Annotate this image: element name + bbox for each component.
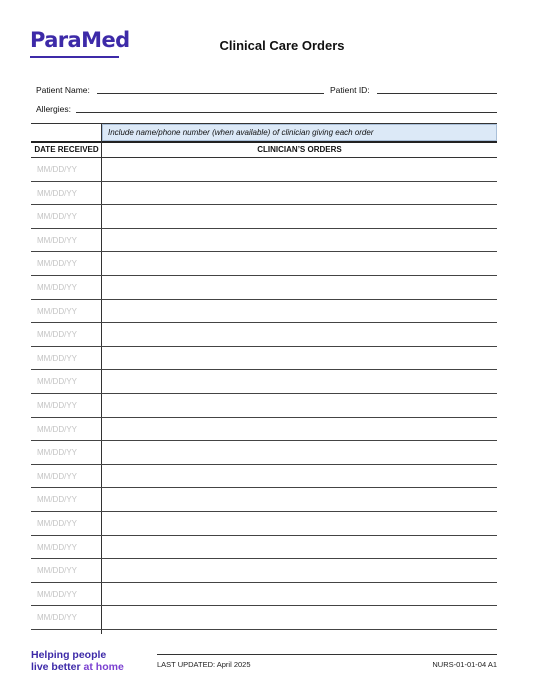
- last-updated: LAST UPDATED: April 2025: [157, 660, 251, 669]
- date-received-placeholder[interactable]: MM/DD/YY: [37, 613, 77, 623]
- date-received-placeholder[interactable]: MM/DD/YY: [37, 518, 77, 528]
- patient-name-label: Patient Name:: [36, 85, 90, 95]
- table-row[interactable]: [31, 583, 497, 607]
- date-received-placeholder[interactable]: MM/DD/YY: [37, 259, 77, 269]
- date-received-placeholder[interactable]: MM/DD/YY: [37, 566, 77, 576]
- table-row[interactable]: [31, 300, 497, 324]
- table-row[interactable]: [31, 606, 497, 630]
- date-received-placeholder[interactable]: MM/DD/YY: [37, 589, 77, 599]
- paramed-logo: [30, 30, 130, 51]
- date-received-placeholder[interactable]: MM/DD/YY: [37, 165, 77, 174]
- table-row[interactable]: [31, 536, 497, 560]
- table-row[interactable]: [31, 276, 497, 300]
- table-row[interactable]: [31, 205, 497, 229]
- date-received-placeholder[interactable]: MM/DD/YY: [37, 424, 77, 434]
- table-row[interactable]: [31, 229, 497, 253]
- date-received-placeholder[interactable]: MM/DD/YY: [37, 471, 77, 481]
- slogan-line-2b: at home: [83, 661, 124, 673]
- date-received-placeholder[interactable]: MM/DD/YY: [37, 188, 77, 198]
- form-code: NURS-01-01-04 A1: [432, 660, 497, 669]
- table-row[interactable]: [31, 512, 497, 536]
- date-received-placeholder[interactable]: MM/DD/YY: [37, 448, 77, 458]
- logo-para: Para: [30, 28, 82, 52]
- table-row[interactable]: [31, 418, 497, 442]
- patient-name-field[interactable]: [97, 93, 324, 94]
- footer-rule: [157, 654, 497, 655]
- table-row[interactable]: [31, 182, 497, 206]
- page-title: Clinical Care Orders: [219, 38, 345, 53]
- allergies-field[interactable]: [76, 112, 497, 113]
- date-received-placeholder[interactable]: MM/DD/YY: [37, 306, 77, 316]
- slogan-line-2: [31, 661, 124, 673]
- table-row[interactable]: [31, 465, 497, 489]
- table-row[interactable]: [31, 158, 497, 182]
- table-row[interactable]: [31, 370, 497, 394]
- date-received-placeholder[interactable]: MM/DD/YY: [37, 495, 77, 505]
- patient-id-label: Patient ID:: [330, 85, 370, 95]
- slogan: [31, 649, 124, 673]
- clinician-note: Include name/phone number (when available) of clinician giving each order: [102, 124, 497, 141]
- slogan-line-1: Helping people: [31, 649, 107, 661]
- date-received-placeholder[interactable]: MM/DD/YY: [37, 282, 77, 292]
- table-row[interactable]: [31, 252, 497, 276]
- date-received-placeholder[interactable]: MM/DD/YY: [37, 377, 77, 387]
- table-row[interactable]: [31, 488, 497, 512]
- patient-id-field[interactable]: [377, 93, 497, 94]
- table-row[interactable]: [31, 559, 497, 583]
- logo-underline: [30, 56, 119, 58]
- table-row[interactable]: [31, 323, 497, 347]
- table-row[interactable]: [31, 441, 497, 465]
- date-received-placeholder[interactable]: MM/DD/YY: [37, 212, 77, 222]
- allergies-label: Allergies:: [36, 104, 71, 114]
- slogan-line-2a: live better: [31, 661, 84, 673]
- logo-med: Med: [81, 28, 130, 52]
- orders-table-body: [31, 158, 497, 630]
- date-received-placeholder[interactable]: MM/DD/YY: [37, 235, 77, 245]
- date-received-placeholder[interactable]: MM/DD/YY: [37, 542, 77, 552]
- date-received-header: DATE RECEIVED: [34, 145, 99, 154]
- table-row[interactable]: [31, 347, 497, 371]
- clinicians-orders-header: CLINICIAN’S ORDERS: [257, 145, 342, 154]
- table-row[interactable]: [31, 394, 497, 418]
- date-received-placeholder[interactable]: MM/DD/YY: [37, 400, 77, 410]
- date-received-placeholder[interactable]: MM/DD/YY: [37, 353, 77, 363]
- date-received-placeholder[interactable]: MM/DD/YY: [37, 330, 77, 340]
